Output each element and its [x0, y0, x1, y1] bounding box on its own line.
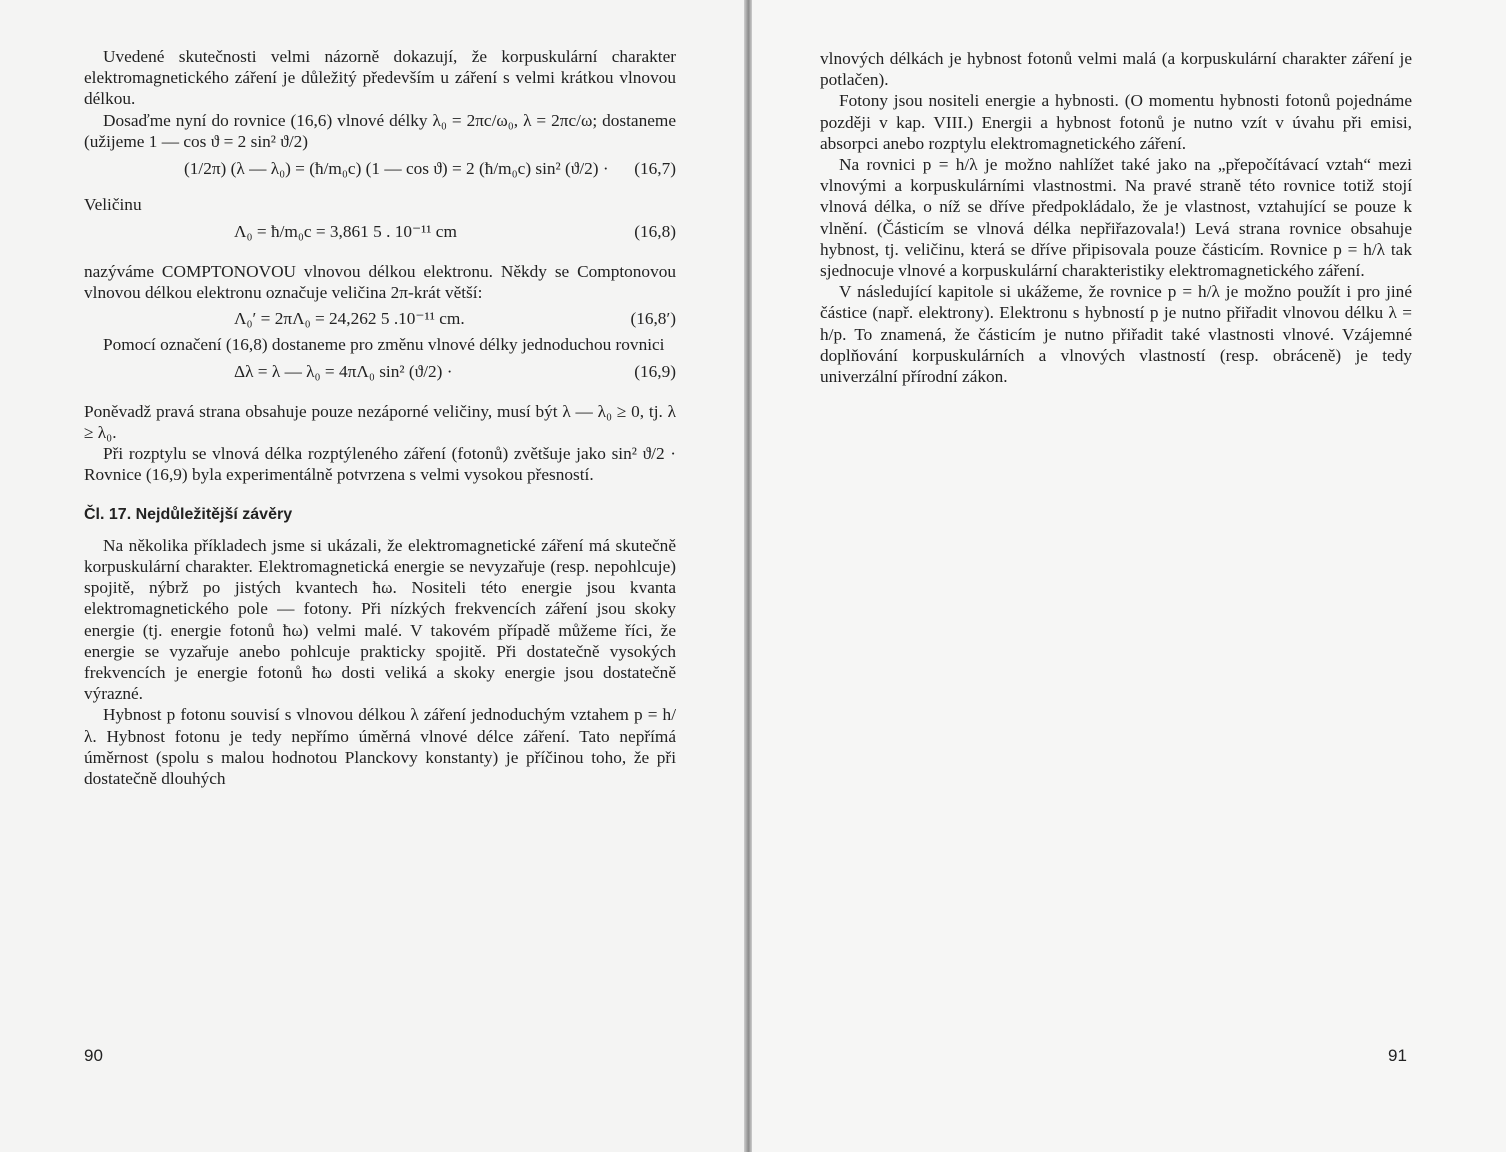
- section-heading: Čl. 17. Nejdůležitější závěry: [84, 505, 293, 523]
- equation-formula: Δλ = λ — λ₀ = 4πΛ₀ sin² (ϑ/2) ·: [234, 361, 453, 381]
- page-number: 91: [1388, 1046, 1407, 1065]
- equation-16-9: [84, 355, 676, 401]
- equation-formula: Λ₀ = ħ/m₀c = 3,861 5 . 10⁻¹¹ cm: [234, 222, 457, 242]
- equation-number: (16,7): [634, 159, 676, 179]
- equation-16-7: [84, 152, 676, 198]
- equation-formula: (1/2π) (λ — λ₀) = (ħ/m₀c) (1 — cos ϑ) = 2 (ħ/m₀c) sin² (ϑ/2) ·: [184, 159, 609, 179]
- paragraph: Na několika příkladech jsme si ukázali, že elektromagnetické záření má skutečně korpuskulární charakter. Elektromagnetická energie se nevyzařuje (resp. nepohlcuje) spojitě, nýbrž po jistých kvantech ħω. Nositeli této energie jsou kvanta elektromagnetického pole — fotony. Při nízkých frekvencích záření jsou skoky energie (tj. energie fotonů ħω) velmi malé. V takovém případě můžeme říci, že energie se vyzařuje anebo pohlcuje prakticky spojitě. Při dostatečně vysokých frekvencích je energie fotonů ħω dosti veliká a skoky energie jsou dostatečně výrazné.: [84, 535, 676, 704]
- equation-16-8: [84, 215, 676, 261]
- paragraph: Pomocí označení (16,8) dostaneme pro změnu vlnové délky jednoduchou rovnici: [103, 334, 665, 354]
- paragraph: Fotony jsou nositeli energie a hybnosti. (O momentu hybnosti fotonů pojednáme později v kap. VIII.) Energii a hybnost fotonů je nutno vzít v úvahu při emisi, absorpci anebo rozptylu elektromagnetického záření.: [820, 91, 1412, 153]
- equation-number: (16,8′): [630, 308, 676, 328]
- equation-16-8-prime: [84, 304, 676, 334]
- paragraph: vlnových délkách je hybnost fotonů velmi malá (a korpuskulární charakter záření je potlačen).: [820, 49, 1412, 90]
- paragraph: Veličinu: [84, 195, 142, 215]
- left-text-column: [84, 46, 676, 789]
- equation-number: (16,9): [634, 361, 676, 381]
- equation-number: (16,8): [634, 222, 676, 242]
- paragraph: Na rovnici p = h/λ je možno nahlížet také jako na „přepočítávací vztah“ mezi vlnovými a korpuskulárními vlastnostmi. Na pravé straně této rovnice totiž stojí vlnová délka, o níž se dříve předpokládalo, že je vlastnost, vztahující se pouze k vlnění. (Částicím se vlnová délka nepřiřazovala!) Levá strana rovnice obsahuje hybnost, tj. veličinu, která se dříve připisovala pouze částicím. Rovnice p = h/λ tak sjednocuje vlnové a korpuskulární charakteristiky elektromagnetického záření.: [820, 155, 1412, 281]
- paragraph: Uvedené skutečnosti velmi názorně dokazují, že korpuskulární charakter elektromagnetického záření je důležitý především u záření s velmi krátkou vlnovou délkou.: [84, 47, 676, 109]
- paragraph: V následující kapitole si ukážeme, že rovnice p = h/λ je možno použít i pro jiné částice (např. elektrony). Elektronu s hybností p je nutno přiřadit vlnovou délku λ = h/p. To znamená, že částicím je nutno přiřadit také vlastnosti vlnové. Vzájemné doplňování korpuskulárních a vlnových vlastností (resp. obráceně) je tedy univerzální přírodní zákon.: [820, 282, 1412, 387]
- page-number: 90: [84, 1046, 103, 1065]
- left-page: [0, 0, 746, 1152]
- paragraph: nazýváme COMPTONOVOU vlnovou délkou elektronu. Někdy se Comptonovou vlnovou délkou elektronu označuje veličina 2π-krát větší:: [84, 262, 676, 303]
- paragraph: Při rozptylu se vlnová délka rozptýleného záření (fotonů) zvětšuje jako sin² ϑ/2 · Rovnice (16,9) byla experimentálně potvrzena s velmi vysokou přesností.: [84, 444, 676, 485]
- right-text-column: [820, 48, 1412, 387]
- paragraph: Dosaďme nyní do rovnice (16,6) vlnové délky λ₀ = 2πc/ω₀, λ = 2πc/ω; dostaneme (užijeme 1 — cos ϑ = 2 sin² ϑ/2): [84, 110, 676, 151]
- equation-formula: Λ₀′ = 2πΛ₀ = 24,262 5 .10⁻¹¹ cm.: [234, 308, 465, 328]
- paragraph: Hybnost p fotonu souvisí s vlnovou délkou λ záření jednoduchým vztahem p = h/λ. Hybnost fotonu je tedy nepřímo úměrná vlnové délce záření. Tato nepřímá úměrnost (spolu s malou hodnotou Planckovy konstanty) je příčinou toho, že při dostatečně dlouhých: [84, 705, 676, 789]
- paragraph: Poněvadž pravá strana obsahuje pouze nezáporné veličiny, musí být λ — λ₀ ≥ 0, tj. λ ≥ λ₀.: [84, 401, 676, 443]
